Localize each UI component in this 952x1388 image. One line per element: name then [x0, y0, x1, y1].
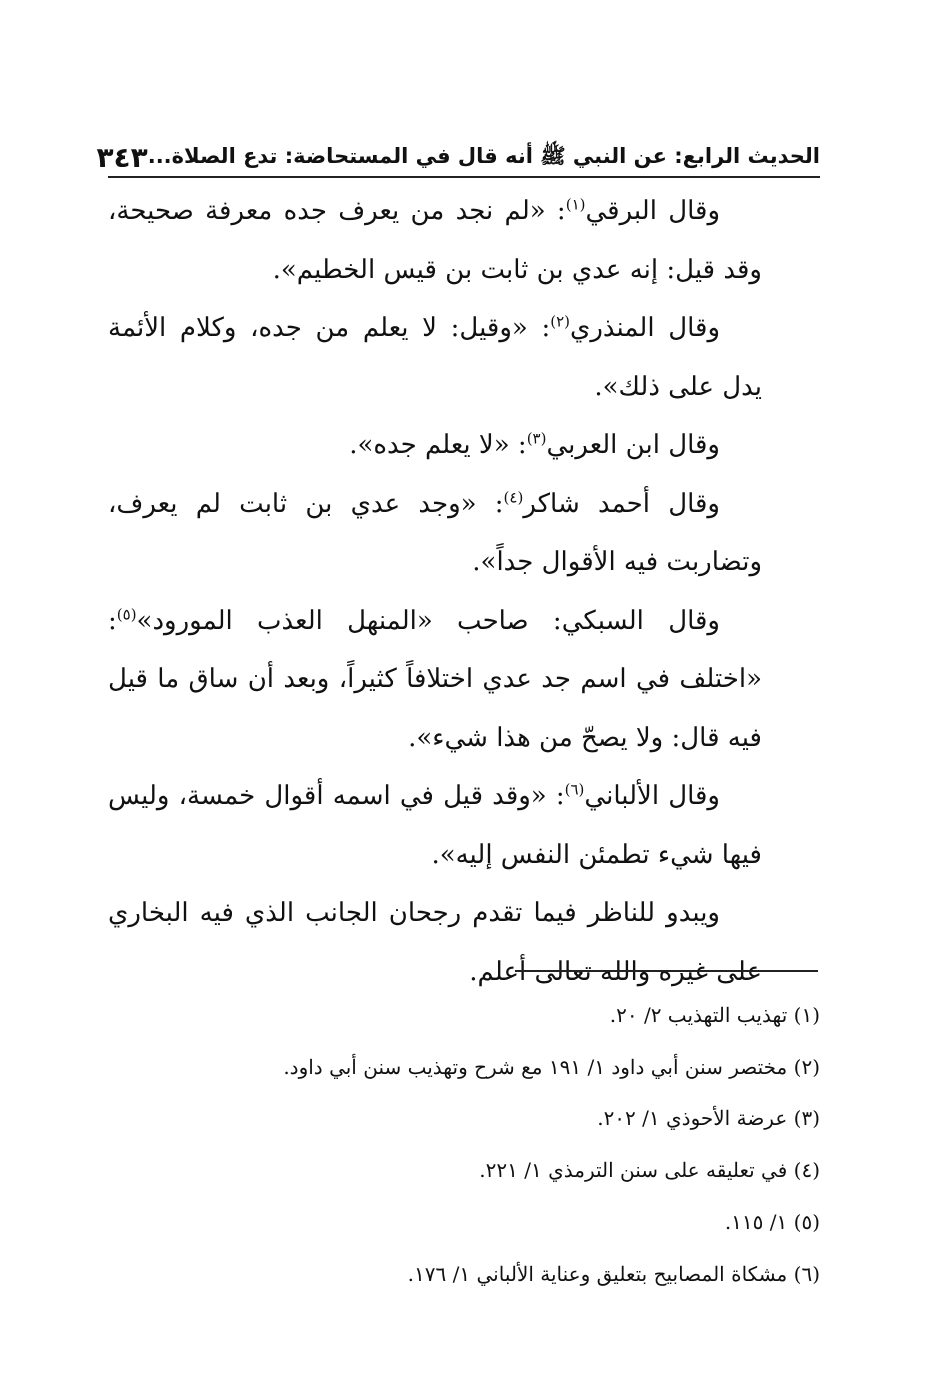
running-title: الحديث الرابع: عن النبي ﷺ أنه قال في المستحاضة: تدع الصلاة...: [147, 144, 820, 168]
paragraph-text: : «لا يعلم جده».: [349, 430, 527, 460]
footnote-ref: (٤): [503, 487, 524, 506]
paragraph-text: وقال البرقي: [585, 196, 721, 226]
page-header: [96, 128, 820, 174]
paragraph-barqi: [108, 182, 762, 299]
main-text: [108, 182, 762, 1001]
paragraph-text: وقال أحمد شاكر: [523, 488, 720, 519]
paragraph-text: : «وقد قيل في اسمه أقوال خمسة، وليس فيها شيء تطمئن النفس إليه».: [108, 781, 762, 870]
page-number: ٣٤٣: [96, 141, 148, 174]
paragraph-text: وقال الألباني: [584, 781, 720, 811]
paragraph-text: ويبدو للناظر فيما تقدم رجحان الجانب الذي فيه البخاري على غيره والله تعالى أعلم.: [108, 898, 762, 987]
paragraph-text: : «اختلف في اسم جد عدي اختلافاً كثيراً، وبعد أن ساق ما قيل فيه قال: ولا يصحّ من هذا شيء».: [108, 605, 762, 753]
paragraph-text: : «لم نجد من يعرف جده معرفة صحيحة، وقد قيل: إنه عدي بن ثابت بن قيس الخطيم».: [108, 196, 762, 285]
footnote-3: (٣) عرضة الأحوذي ١/ ٢٠٢.: [597, 1106, 820, 1131]
footnote-ref: (٣): [526, 429, 547, 448]
header-rule: [108, 176, 820, 178]
footnote-ref: (٥): [116, 604, 137, 623]
paragraph-albani: [108, 767, 762, 884]
footnote-ref: (٢): [550, 312, 570, 331]
footnote-5: (٥) ١/ ١١٥.: [724, 1209, 820, 1234]
footnote-separator: [515, 970, 818, 972]
footnote-6: (٦) مشكاة المصابيح بتعليق وعناية الألباني ١/ ١٧٦.: [407, 1261, 820, 1286]
paragraph-text: وقال ابن العربي: [546, 430, 720, 460]
footnote-ref: (١): [565, 195, 586, 214]
paragraph-ahmad-shakir: [108, 475, 762, 592]
paragraph-conclusion: [108, 884, 762, 1001]
paragraph-text: : «وقيل: لا يعلم من جده، وكلام الأئمة يدل على ذلك».: [108, 313, 762, 402]
footnote-4: (٤) في تعليقه على سنن الترمذي ١/ ٢٢١.: [479, 1158, 820, 1183]
paragraph-mundhiri: [108, 299, 762, 416]
footnote-2: (٢) مختصر سنن أبي داود ١/ ١٩١ مع شرح وتهذيب سنن أبي داود.: [283, 1054, 820, 1079]
footnote-1: (١) تهذيب التهذيب ٢/ ٢٠.: [609, 1003, 820, 1027]
paragraph-text: : «وجد عدي بن ثابت لم يعرف، وتضاربت فيه الأقوال جداً».: [108, 488, 762, 577]
paragraph-text: وقال السبكي: صاحب «المنهل العذب المورود»: [136, 605, 720, 636]
footnote-ref: (٦): [564, 780, 585, 799]
paragraph-text: وقال المنذري: [569, 313, 720, 343]
footnotes: [108, 990, 820, 1300]
paragraph-ibn-arabi: [108, 416, 762, 475]
paragraph-subki: [108, 592, 762, 768]
